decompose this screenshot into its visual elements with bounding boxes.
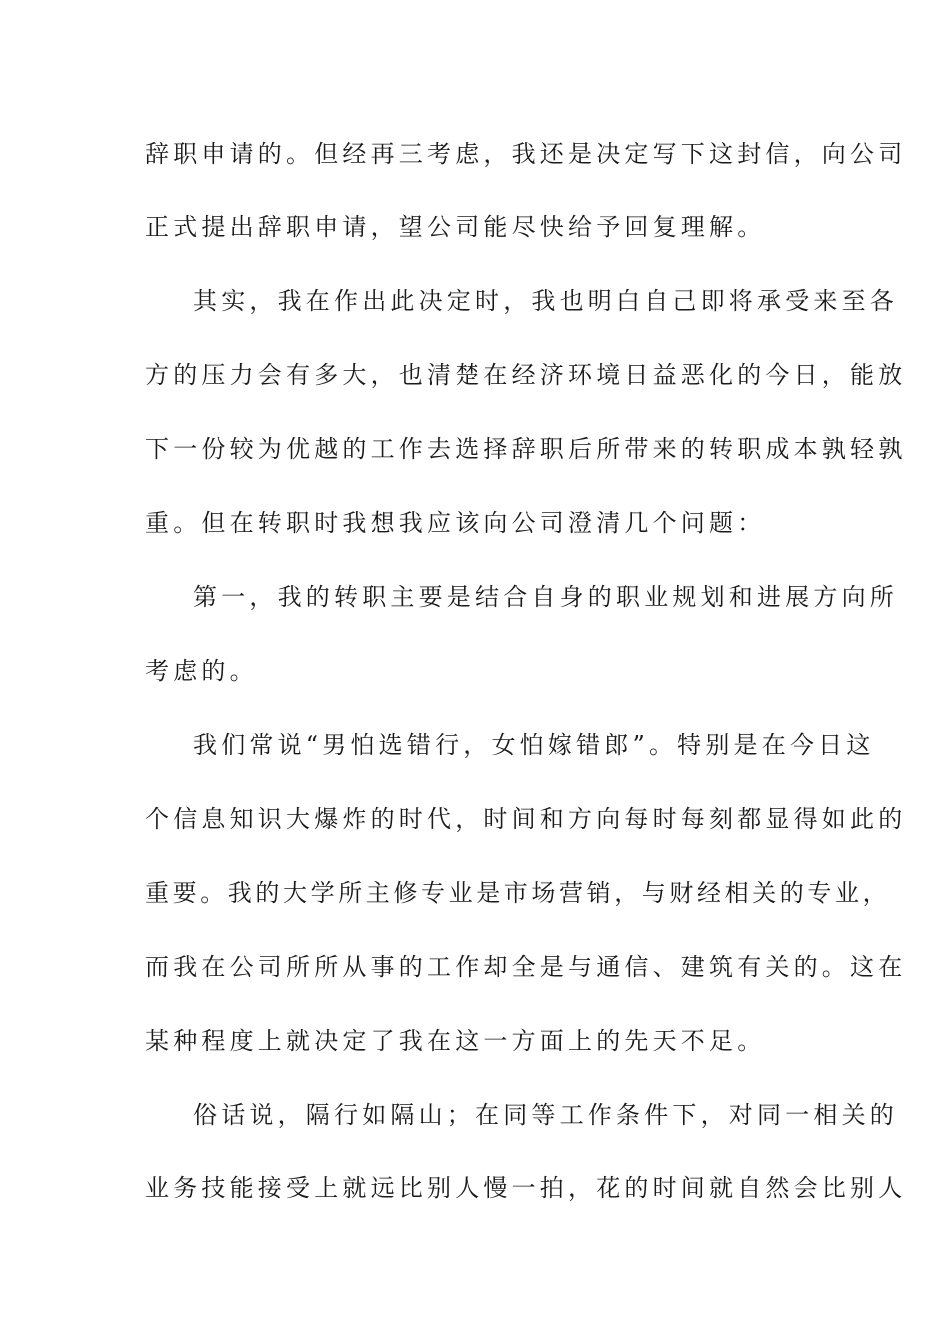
text-line: 某种程度上就决定了我在这一方面上的先天不足。 bbox=[145, 1027, 766, 1055]
text-line: 方的压力会有多大，也清楚在经济环境日益恶化的今日，能放 bbox=[145, 361, 907, 389]
text-line: 重要。我的大学所主修专业是市场营销，与财经相关的专业， bbox=[145, 879, 891, 907]
text-line: 个信息知识大爆炸的时代，时间和方向每时每刻都显得如此的 bbox=[145, 805, 907, 833]
paragraph-start-line: 第一，我的转职主要是结合自身的职业规划和进展方向所 bbox=[193, 583, 898, 611]
text-line: 正式提出辞职申请，望公司能尽快给予回复理解。 bbox=[145, 213, 766, 241]
paragraph-start-line: 俗话说，隔行如隔山；在同等工作条件下，对同一相关的 bbox=[193, 1101, 898, 1129]
text-line: 重。但在转职时我想我应该向公司澄清几个问题： bbox=[145, 509, 766, 537]
text-line: 辞职申请的。但经再三考虑，我还是决定写下这封信，向公司 bbox=[145, 140, 907, 168]
text-line: 考虑的。 bbox=[145, 657, 258, 685]
text-line: 而我在公司所所从事的工作却全是与通信、建筑有关的。这在 bbox=[145, 953, 907, 981]
paragraph-start-line: 其实，我在作出此决定时，我也明白自己即将承受来至各 bbox=[193, 287, 898, 315]
text-line: 下一份较为优越的工作去选择辞职后所带来的转职成本孰轻孰 bbox=[145, 435, 907, 463]
paragraph-start-line: 我们常说“男怕选错行，女怕嫁错郎”。特别是在今日这 bbox=[193, 731, 875, 759]
text-line: 业务技能接受上就远比别人慢一拍，花的时间就自然会比别人 bbox=[145, 1174, 907, 1202]
